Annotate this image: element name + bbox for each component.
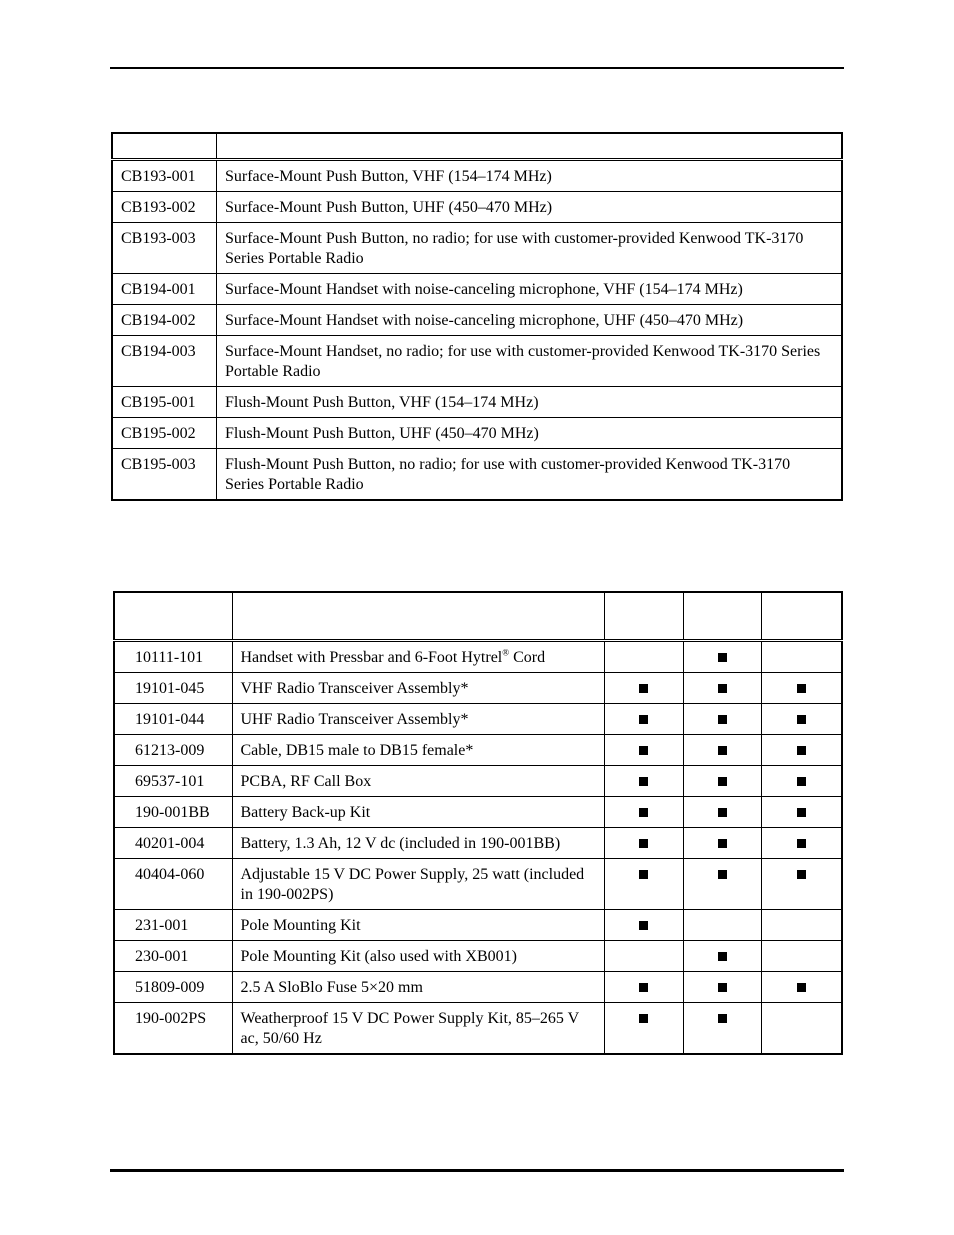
- table-header-row: [112, 133, 842, 160]
- table-row: [112, 160, 842, 192]
- filled-square-icon: [639, 715, 648, 724]
- filled-square-icon: [797, 839, 806, 848]
- filled-square-icon: [797, 746, 806, 755]
- filled-square-icon: [639, 808, 648, 817]
- part-number-cell: CB194-003: [112, 336, 217, 387]
- header-rule: [110, 67, 844, 69]
- description-cell: Cable, DB15 male to DB15 female*: [232, 735, 604, 766]
- table-row: [114, 797, 842, 828]
- model-mark-cell: [683, 673, 761, 704]
- part-number-cell: CB195-003: [112, 449, 217, 501]
- part-number-cell: 69537-101: [114, 766, 232, 797]
- model-mark-cell: [604, 735, 683, 766]
- model-mark-cell: [761, 910, 842, 941]
- description-cell: Adjustable 15 V DC Power Supply, 25 watt (included in 190-002PS): [232, 859, 604, 910]
- part-number-cell: CB195-001: [112, 387, 217, 418]
- table-row: [114, 859, 842, 910]
- model-mark-cell: [604, 673, 683, 704]
- header-cell: [683, 592, 761, 641]
- part-number-cell: CB195-002: [112, 418, 217, 449]
- table-row: [114, 910, 842, 941]
- table-row: [112, 336, 842, 387]
- model-mark-cell: [683, 641, 761, 673]
- filled-square-icon: [797, 808, 806, 817]
- filled-square-icon: [718, 952, 727, 961]
- filled-square-icon: [718, 715, 727, 724]
- description-cell: UHF Radio Transceiver Assembly*: [232, 704, 604, 735]
- model-mark-cell: [761, 941, 842, 972]
- model-mark-cell: [604, 828, 683, 859]
- part-number-cell: CB193-003: [112, 223, 217, 274]
- description-cell: Pole Mounting Kit: [232, 910, 604, 941]
- filled-square-icon: [639, 777, 648, 786]
- table-header-row: [114, 592, 842, 641]
- part-number-cell: 190-002PS: [114, 1003, 232, 1055]
- description-cell: Surface-Mount Handset, no radio; for use with customer-provided Kenwood TK-3170 Series Portable Radio: [217, 336, 843, 387]
- header-cell: [232, 592, 604, 641]
- model-mark-cell: [604, 910, 683, 941]
- part-number-cell: 61213-009: [114, 735, 232, 766]
- model-mark-cell: [761, 828, 842, 859]
- model-mark-cell: [683, 859, 761, 910]
- table-row: [112, 387, 842, 418]
- model-mark-cell: [683, 797, 761, 828]
- header-cell: [112, 133, 217, 160]
- model-mark-cell: [683, 766, 761, 797]
- model-mark-cell: [761, 704, 842, 735]
- filled-square-icon: [718, 777, 727, 786]
- filled-square-icon: [718, 746, 727, 755]
- registered-mark: ®: [502, 647, 510, 658]
- description-cell: Surface-Mount Push Button, no radio; for use with customer-provided Kenwood TK-3170 Series Portable Radio: [217, 223, 843, 274]
- model-mark-cell: [683, 735, 761, 766]
- model-mark-cell: [604, 641, 683, 673]
- description-cell: Pole Mounting Kit (also used with XB001): [232, 941, 604, 972]
- filled-square-icon: [718, 1014, 727, 1023]
- description-cell: VHF Radio Transceiver Assembly*: [232, 673, 604, 704]
- description-cell: PCBA, RF Call Box: [232, 766, 604, 797]
- table-row: [112, 449, 842, 501]
- model-mark-cell: [761, 766, 842, 797]
- filled-square-icon: [639, 1014, 648, 1023]
- part-number-cell: 190-001BB: [114, 797, 232, 828]
- description-cell: Surface-Mount Push Button, VHF (154–174 MHz): [217, 160, 843, 192]
- filled-square-icon: [718, 808, 727, 817]
- filled-square-icon: [718, 839, 727, 848]
- components-table: [113, 591, 843, 1055]
- description-cell: Weatherproof 15 V DC Power Supply Kit, 85–265 V ac, 50/60 Hz: [232, 1003, 604, 1055]
- model-mark-cell: [683, 972, 761, 1003]
- model-mark-cell: [683, 704, 761, 735]
- description-cell: Surface-Mount Push Button, UHF (450–470 MHz): [217, 192, 843, 223]
- table-row: [114, 673, 842, 704]
- model-mark-cell: [604, 972, 683, 1003]
- description-cell: Battery Back-up Kit: [232, 797, 604, 828]
- header-cell: [114, 592, 232, 641]
- description-cell: Battery, 1.3 Ah, 12 V dc (included in 190-001BB): [232, 828, 604, 859]
- model-mark-cell: [761, 641, 842, 673]
- description-text-after: Cord: [509, 649, 546, 666]
- filled-square-icon: [797, 684, 806, 693]
- model-mark-cell: [604, 797, 683, 828]
- table-row: [112, 418, 842, 449]
- table-row: [112, 274, 842, 305]
- filled-square-icon: [718, 870, 727, 879]
- part-number-cell: CB194-002: [112, 305, 217, 336]
- part-number-cell: 10111-101: [114, 641, 232, 673]
- model-mark-cell: [761, 972, 842, 1003]
- model-mark-cell: [604, 766, 683, 797]
- description-cell: Flush-Mount Push Button, VHF (154–174 MHz): [217, 387, 843, 418]
- filled-square-icon: [639, 921, 648, 930]
- part-number-cell: 19101-045: [114, 673, 232, 704]
- table-row: [114, 828, 842, 859]
- table-row: [112, 223, 842, 274]
- model-mark-cell: [761, 797, 842, 828]
- footer-rule: [110, 1169, 844, 1172]
- part-number-cell: 51809-009: [114, 972, 232, 1003]
- model-mark-cell: [604, 941, 683, 972]
- model-mark-cell: [761, 735, 842, 766]
- filled-square-icon: [639, 870, 648, 879]
- filled-square-icon: [718, 653, 727, 662]
- part-number-cell: 19101-044: [114, 704, 232, 735]
- table-row: [112, 192, 842, 223]
- description-cell: Flush-Mount Push Button, no radio; for use with customer-provided Kenwood TK-3170 Series Portable Radio: [217, 449, 843, 501]
- part-number-cell: 230-001: [114, 941, 232, 972]
- table-row: [112, 305, 842, 336]
- filled-square-icon: [639, 684, 648, 693]
- header-cell: [761, 592, 842, 641]
- model-mark-cell: [761, 1003, 842, 1055]
- description-cell: Flush-Mount Push Button, UHF (450–470 MHz): [217, 418, 843, 449]
- table-row: [114, 704, 842, 735]
- description-cell: Surface-Mount Handset with noise-canceling microphone, VHF (154–174 MHz): [217, 274, 843, 305]
- filled-square-icon: [718, 684, 727, 693]
- filled-square-icon: [797, 777, 806, 786]
- table-row: [114, 1003, 842, 1055]
- part-number-cell: CB193-002: [112, 192, 217, 223]
- filled-square-icon: [718, 983, 727, 992]
- model-table: [111, 132, 843, 501]
- table-row: [114, 641, 842, 673]
- table-row: [114, 735, 842, 766]
- table-row: [114, 941, 842, 972]
- model-mark-cell: [604, 704, 683, 735]
- description-cell: 2.5 A SloBlo Fuse 5×20 mm: [232, 972, 604, 1003]
- model-mark-cell: [683, 828, 761, 859]
- table-row: [114, 766, 842, 797]
- part-number-cell: 40404-060: [114, 859, 232, 910]
- part-number-cell: CB194-001: [112, 274, 217, 305]
- filled-square-icon: [797, 715, 806, 724]
- part-number-cell: CB193-001: [112, 160, 217, 192]
- model-mark-cell: [683, 910, 761, 941]
- description-text: Handset with Pressbar and 6-Foot Hytrel: [240, 649, 503, 666]
- model-mark-cell: [604, 1003, 683, 1055]
- part-number-cell: 40201-004: [114, 828, 232, 859]
- header-cell: [217, 133, 843, 160]
- filled-square-icon: [797, 870, 806, 879]
- description-cell: [232, 641, 604, 673]
- model-mark-cell: [683, 941, 761, 972]
- part-number-cell: 231-001: [114, 910, 232, 941]
- table-row: [114, 972, 842, 1003]
- filled-square-icon: [797, 983, 806, 992]
- description-cell: Surface-Mount Handset with noise-canceling microphone, UHF (450–470 MHz): [217, 305, 843, 336]
- filled-square-icon: [639, 983, 648, 992]
- header-cell: [604, 592, 683, 641]
- model-mark-cell: [683, 1003, 761, 1055]
- filled-square-icon: [639, 746, 648, 755]
- model-mark-cell: [604, 859, 683, 910]
- model-mark-cell: [761, 859, 842, 910]
- filled-square-icon: [639, 839, 648, 848]
- model-mark-cell: [761, 673, 842, 704]
